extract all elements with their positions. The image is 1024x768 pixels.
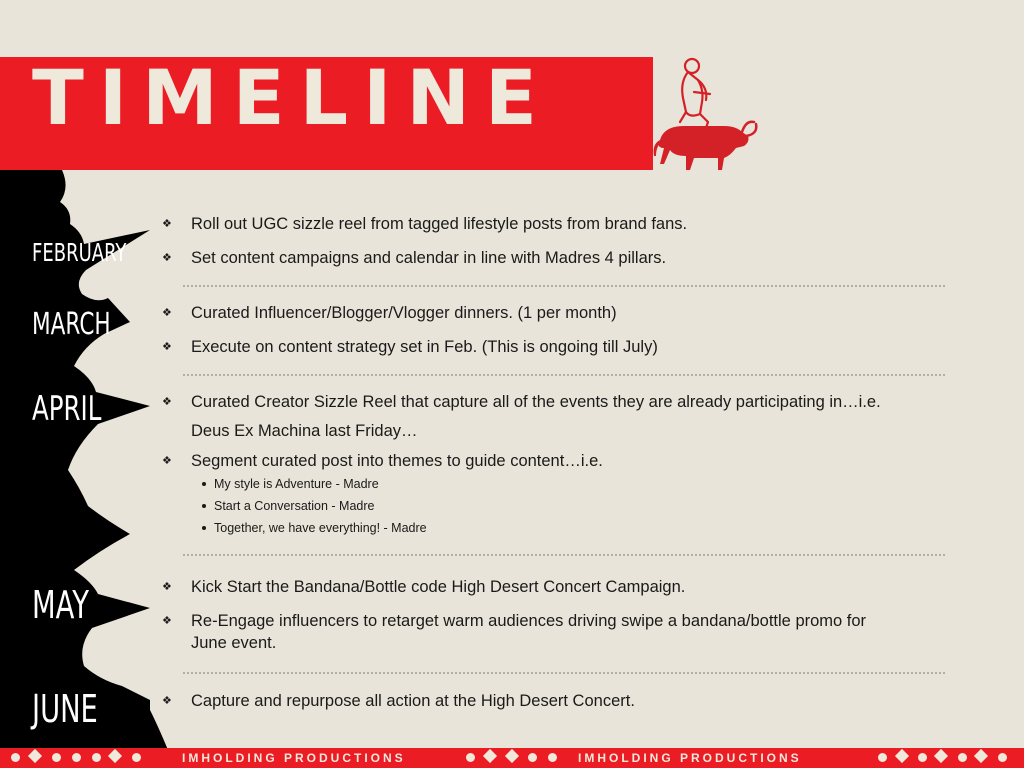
timeline-item: Re-Engage influencers to retarget warm audiences driving swipe a bandana/bottle promo for <box>191 612 867 630</box>
page-title: TIMELINE <box>32 53 552 142</box>
section-divider <box>183 554 945 556</box>
circle-ornament-icon <box>11 753 20 762</box>
month-may: MAY <box>32 583 89 627</box>
timeline-item: Curated Influencer/Blogger/Vlogger dinners. (1 per month) <box>191 304 617 322</box>
circle-ornament-icon <box>878 753 887 762</box>
timeline-item-continuation: Deus Ex Machina last Friday… <box>191 422 418 440</box>
diamond-ornament-icon <box>505 749 519 763</box>
diamond-bullet-icon: ❖ <box>162 396 172 408</box>
month-april: APRIL <box>32 389 102 429</box>
circle-ornament-icon <box>548 753 557 762</box>
timeline-item: Segment curated post into themes to guide content…i.e. <box>191 452 603 470</box>
footer-bar <box>0 748 1024 768</box>
diamond-ornament-icon <box>895 749 909 763</box>
timeline-item: Execute on content strategy set in Feb. (This is ongoing till July) <box>191 338 658 356</box>
theme-subitem: Together, we have everything! - Madre <box>214 521 427 535</box>
footer-label: IMHOLDING PRODUCTIONS <box>578 751 802 765</box>
diamond-ornament-icon <box>483 749 497 763</box>
theme-subitem: Start a Conversation - Madre <box>214 499 375 513</box>
circle-ornament-icon <box>72 753 81 762</box>
diamond-bullet-icon: ❖ <box>162 341 172 353</box>
timeline-item: Curated Creator Sizzle Reel that capture all of the events they are already participating in…i.e. <box>191 393 881 411</box>
section-divider <box>183 672 945 674</box>
month-february: FEBRUARY <box>32 238 127 267</box>
timeline-item: Capture and repurpose all action at the High Desert Concert. <box>191 692 635 710</box>
timeline-item: Set content campaigns and calendar in line with Madres 4 pillars. <box>191 249 667 267</box>
figure-on-bull-icon <box>650 52 760 177</box>
circle-ornament-icon <box>466 753 475 762</box>
section-divider <box>183 374 945 376</box>
month-march: MARCH <box>32 307 111 342</box>
footer-label: IMHOLDING PRODUCTIONS <box>182 751 406 765</box>
circle-ornament-icon <box>528 753 537 762</box>
circle-ornament-icon <box>92 753 101 762</box>
diamond-bullet-icon: ❖ <box>162 252 172 264</box>
timeline-item: Roll out UGC sizzle reel from tagged lifestyle posts from brand fans. <box>191 215 688 233</box>
bullet-dot-icon <box>202 504 206 508</box>
timeline-item-continuation: June event. <box>191 634 277 652</box>
diamond-bullet-icon: ❖ <box>162 455 172 467</box>
section-divider <box>183 285 945 287</box>
diamond-bullet-icon: ❖ <box>162 695 172 707</box>
circle-ornament-icon <box>918 753 927 762</box>
month-june: JUNE <box>32 687 98 731</box>
theme-subitem: My style is Adventure - Madre <box>214 477 379 491</box>
diamond-bullet-icon: ❖ <box>162 218 172 230</box>
bullet-dot-icon <box>202 526 206 530</box>
timeline-item: Kick Start the Bandana/Bottle code High Desert Concert Campaign. <box>191 578 686 596</box>
diamond-bullet-icon: ❖ <box>162 615 172 627</box>
circle-ornament-icon <box>52 753 61 762</box>
diamond-bullet-icon: ❖ <box>162 307 172 319</box>
circle-ornament-icon <box>132 753 141 762</box>
diamond-ornament-icon <box>108 749 122 763</box>
circle-ornament-icon <box>998 753 1007 762</box>
diamond-ornament-icon <box>974 749 988 763</box>
diamond-bullet-icon: ❖ <box>162 581 172 593</box>
diamond-ornament-icon <box>934 749 948 763</box>
diamond-ornament-icon <box>28 749 42 763</box>
circle-ornament-icon <box>958 753 967 762</box>
bullet-dot-icon <box>202 482 206 486</box>
